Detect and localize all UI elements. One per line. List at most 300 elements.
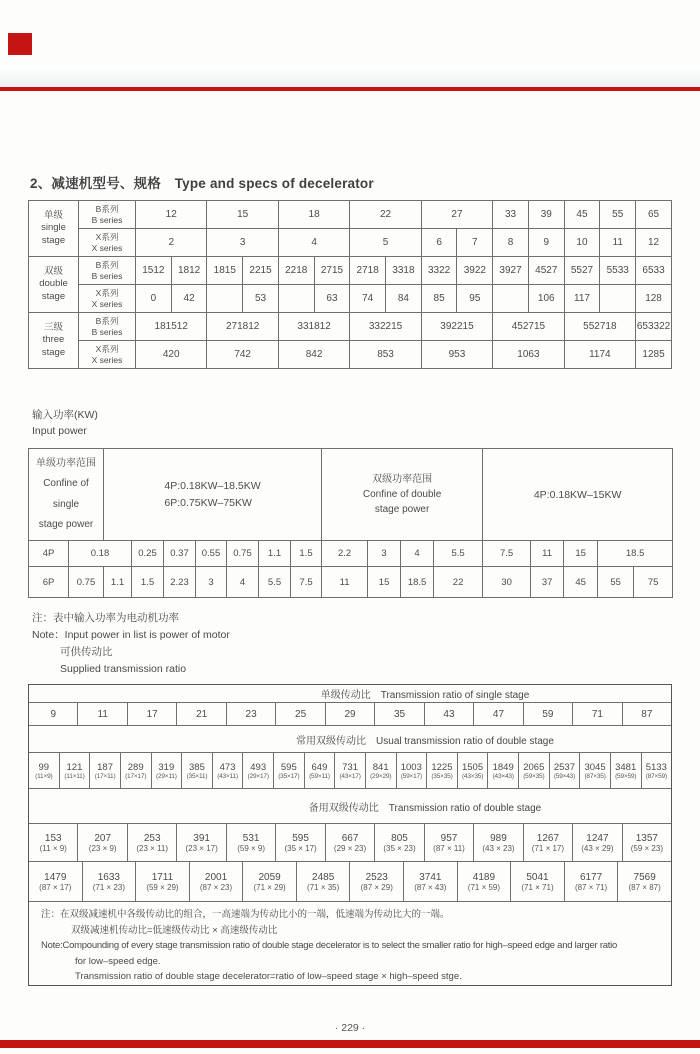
type-value-cell: 392215	[421, 313, 492, 341]
type-value-cell: 27	[421, 201, 492, 229]
power-value-cell: 2.2	[322, 541, 368, 567]
ratio-value: 17	[146, 708, 158, 720]
type-value-cell: 85	[421, 285, 457, 313]
ratio-value: 7569	[633, 871, 656, 883]
type-value-cell: 2718	[350, 257, 386, 285]
ratio-formula: (23 × 11)	[136, 843, 168, 853]
ratio-value: 3741	[419, 871, 442, 883]
red-footer-bar	[0, 1040, 700, 1048]
ratio-formula: (59 × 9)	[237, 843, 265, 853]
type-value-cell: 18	[278, 201, 349, 229]
ratio-value: 4189	[472, 871, 496, 883]
input-power-label-en: Input power	[32, 425, 87, 437]
type-value-cell: 1815	[207, 257, 243, 285]
ratio-formula: (43×11)	[217, 772, 238, 780]
type-value-cell: 3318	[386, 257, 422, 285]
ratio-cell	[474, 824, 523, 861]
ratio-value: 187	[97, 761, 113, 773]
spare-double-ratio-row2	[29, 862, 671, 902]
power-value-cell: 5.5	[434, 541, 483, 567]
power-value-cell: 0.25	[132, 541, 164, 567]
type-value-cell: 552718	[564, 313, 635, 341]
power-value-cell: 4	[401, 541, 434, 567]
type-value-cell: 0	[136, 285, 172, 313]
power-value-cell: 0.75	[69, 567, 104, 598]
type-value-cell: 74	[350, 285, 386, 313]
ratio-formula: (11 × 9)	[39, 843, 67, 853]
power-value-cell: 1.5	[291, 541, 322, 567]
ratio-formula: (87 × 11)	[433, 843, 465, 853]
ratio-cell	[519, 753, 550, 788]
stage-label-cell: 双级 double stage	[29, 257, 79, 313]
power-value-cell: 55	[598, 567, 634, 598]
ratio-formula: (43 × 29)	[581, 843, 614, 853]
ratio-formula: (71 × 59)	[467, 882, 501, 892]
stage-label-cell: 三级 three stage	[29, 313, 79, 369]
ratio-formula: (43×43)	[492, 772, 514, 780]
ratio-cell	[350, 862, 404, 901]
ratio-cell	[326, 703, 375, 725]
ratio-cell	[78, 703, 127, 725]
ratio-cell	[305, 753, 336, 788]
scan-shading	[0, 66, 700, 87]
ratio-formula: (87×35)	[584, 772, 606, 780]
ratio-cell	[550, 753, 581, 788]
ratio-formula: (35×11)	[186, 772, 208, 780]
ratio-value: 1225	[431, 761, 453, 773]
type-value-cell: 63	[314, 285, 350, 313]
power-value-cell: 45	[564, 567, 598, 598]
ratio-cell	[458, 862, 512, 901]
ratio-value: 9	[50, 708, 57, 720]
ratio-formula: (71 × 29)	[253, 882, 286, 892]
ratio-cell	[511, 862, 565, 901]
series-label-cell: X系列 X series	[79, 229, 136, 257]
type-value-cell: 5527	[564, 257, 600, 285]
ratio-formula: (11×9)	[35, 772, 53, 780]
page-number: · 229 ·	[334, 1022, 366, 1034]
ratio-formula: (87×59)	[645, 772, 667, 780]
power-header-cell: 单级功率范围 Confine of single stage power	[29, 449, 104, 541]
type-value-cell: 420	[136, 341, 207, 369]
footnote-line: 注：在双级减速机中各级传动比的组合，一高速端为传动比小的一端，低速端为传动比大的一端。	[41, 909, 450, 920]
ratio-cell	[213, 753, 244, 788]
ratio-formula: (87 × 71)	[574, 882, 608, 892]
ratio-value: 23	[245, 708, 257, 720]
ratio-formula: (35×17)	[278, 772, 300, 780]
single-stage-ratio-values	[29, 703, 671, 726]
type-value-cell: 653322	[636, 313, 672, 341]
ratio-cell	[128, 703, 177, 725]
power-value-cell: 11	[322, 567, 368, 598]
ratio-formula: (59×35)	[523, 772, 545, 780]
ratio-formula: (29×11)	[155, 772, 177, 780]
ratio-cell	[397, 753, 428, 788]
ratio-formula: (87 × 17)	[39, 882, 72, 892]
power-value-cell: 1.5	[132, 567, 164, 598]
ratio-cell	[404, 862, 458, 901]
ratio-footnote	[29, 902, 671, 985]
ratio-value: 1505	[461, 761, 484, 773]
spare-double-ratio-title: 备用双级传动比 Transmission ratio of double stage	[29, 789, 671, 824]
type-value-cell	[493, 285, 529, 313]
ratio-cell	[335, 753, 366, 788]
input-power-label-cn: 输入功率(KW)	[32, 409, 98, 421]
ratio-value: 531	[242, 832, 260, 844]
type-value-cell: 9	[528, 229, 564, 257]
ratio-value: 391	[193, 832, 210, 844]
type-value-cell: 39	[528, 201, 564, 229]
supplied-ratio-cn: 可供传动比	[60, 646, 113, 658]
power-value-cell: 37	[531, 567, 564, 598]
type-value-cell: 117	[564, 285, 600, 313]
ratio-value: 1633	[97, 871, 120, 883]
ratio-value: 1247	[586, 832, 609, 844]
type-value-cell: 2218	[278, 257, 314, 285]
ratio-cell	[182, 753, 213, 788]
ratio-formula: (43×17)	[339, 772, 361, 780]
ratio-cell	[136, 862, 190, 901]
type-value-cell: 84	[386, 285, 422, 313]
power-value-cell: 2.23	[164, 567, 196, 598]
ratio-cell	[623, 703, 671, 725]
ratio-cell	[375, 703, 424, 725]
ratio-cell	[276, 703, 325, 725]
ratio-value: 1003	[400, 761, 422, 773]
type-value-cell: 1174	[564, 341, 635, 369]
ratio-value: 731	[342, 761, 358, 773]
ratio-value: 2059	[258, 871, 281, 883]
ratio-formula: (35 × 23)	[383, 843, 416, 853]
ratio-cell	[488, 753, 519, 788]
ratio-formula: (43×35)	[461, 772, 484, 780]
ratio-value: 989	[490, 832, 507, 844]
type-value-cell: 2	[136, 229, 207, 257]
type-value-cell: 33	[493, 201, 529, 229]
ratio-value: 2523	[365, 871, 388, 883]
page-title: 2、减速机型号、规格 Type and specs of decelerator	[30, 176, 374, 191]
ratio-value: 1711	[151, 871, 174, 883]
ratio-value: 649	[311, 761, 328, 773]
type-value-cell: 4527	[528, 257, 564, 285]
type-value-cell: 6	[421, 229, 457, 257]
ratio-cell	[128, 824, 177, 861]
ratio-value: 99	[38, 761, 50, 773]
power-value-cell: 1.1	[104, 567, 132, 598]
ratio-cell	[29, 703, 78, 725]
ratio-cell	[427, 753, 458, 788]
ratio-cell	[425, 824, 474, 861]
type-value-cell: 5	[350, 229, 421, 257]
series-label-cell: B系列 B series	[79, 313, 136, 341]
type-value-cell: 22	[350, 201, 421, 229]
ratio-formula: (87 × 29)	[360, 882, 393, 892]
ratio-cell	[227, 824, 276, 861]
type-spec-table	[28, 200, 672, 369]
ratio-cell	[458, 753, 489, 788]
ratio-formula: (23 × 9)	[88, 843, 117, 853]
stage-label-cell: 单级 single stage	[29, 201, 79, 257]
ratio-formula: (71 × 17)	[531, 843, 565, 853]
ratio-cell	[227, 703, 276, 725]
ratio-cell	[29, 824, 78, 861]
ratio-cell	[425, 703, 474, 725]
power-value-cell: 18.5	[598, 541, 673, 567]
ratio-value: 2537	[553, 761, 575, 773]
power-value-cell: 3	[196, 567, 227, 598]
ratio-value: 3481	[615, 761, 637, 773]
single-stage-ratio-title: 单级传动比 Transmission ratio of single stage	[29, 685, 671, 703]
ratio-formula: (43 × 23)	[482, 843, 515, 853]
type-value-cell: 6533	[636, 257, 672, 285]
ratio-value: 1479	[44, 871, 67, 883]
type-value-cell: 332215	[350, 313, 421, 341]
pole-label-cell: 6P	[29, 567, 69, 598]
ratio-value: 21	[196, 708, 208, 720]
type-value-cell: 42	[171, 285, 207, 313]
ratio-cell	[573, 703, 622, 725]
type-value-cell: 65	[636, 201, 672, 229]
note-en: Note：Input power in list is power of motor	[32, 629, 230, 641]
type-value-cell: 3927	[493, 257, 529, 285]
ratio-formula: (29 × 23)	[333, 843, 367, 853]
type-value-cell: 128	[636, 285, 672, 313]
series-label-cell: B系列 B series	[79, 257, 136, 285]
ratio-cell	[297, 862, 351, 901]
ratio-cell	[642, 753, 672, 788]
ratio-cell	[29, 862, 83, 901]
ratio-cell	[580, 753, 611, 788]
ratio-value: 667	[341, 832, 359, 844]
ratio-value: 253	[143, 832, 161, 844]
ratio-formula: (23 × 17)	[185, 843, 218, 853]
type-value-cell: 2215	[243, 257, 279, 285]
ratio-cell	[78, 824, 127, 861]
ratio-formula: (59 × 23)	[630, 843, 663, 853]
ratio-cell	[611, 753, 642, 788]
type-value-cell: 4	[278, 229, 349, 257]
usual-double-ratio-values	[29, 753, 671, 789]
type-value-cell	[207, 285, 243, 313]
footnote-line: Transmission ratio of double stage decelerator=ratio of low–speed stage × high–speed stge.	[75, 971, 462, 982]
type-value-cell: 742	[207, 341, 278, 369]
power-value-cell: 18.5	[401, 567, 434, 598]
ratio-cell	[90, 753, 121, 788]
type-value-cell: 8	[493, 229, 529, 257]
type-value-cell: 45	[564, 201, 600, 229]
ratio-formula: (17×17)	[125, 772, 147, 780]
ratio-value: 805	[391, 832, 408, 844]
series-label-cell: X系列 X series	[79, 341, 136, 369]
ratio-value: 35	[393, 708, 406, 720]
type-value-cell: 55	[600, 201, 636, 229]
ratio-formula: (59×43)	[553, 772, 576, 780]
ratio-value: 1849	[492, 761, 514, 773]
type-value-cell	[600, 285, 636, 313]
type-value-cell: 2715	[314, 257, 350, 285]
type-value-cell: 7	[457, 229, 493, 257]
ratio-value: 5041	[526, 871, 549, 883]
ratio-cell	[573, 824, 622, 861]
power-header-cell: 4P:0.18KW–18.5KW 6P:0.75KW–75KW	[104, 449, 322, 541]
ratio-value: 841	[372, 761, 389, 773]
power-value-cell: 22	[434, 567, 483, 598]
type-value-cell: 853	[350, 341, 421, 369]
power-value-cell: 0.55	[196, 541, 227, 567]
ratio-value: 957	[440, 832, 458, 844]
type-value-cell: 1512	[136, 257, 172, 285]
ratio-value: 1267	[536, 832, 560, 844]
ratio-formula: (59 × 29)	[146, 882, 179, 892]
ratio-formula: (29×17)	[247, 772, 269, 780]
ratio-value: 2485	[312, 871, 335, 883]
ratio-value: 6177	[579, 871, 603, 883]
type-value-cell: 10	[564, 229, 600, 257]
ratio-cell	[276, 824, 325, 861]
power-value-cell: 1.1	[259, 541, 291, 567]
ratio-cell	[152, 753, 183, 788]
ratio-formula: (11×11)	[64, 772, 85, 780]
ratio-formula: (35×35)	[431, 772, 453, 780]
ratio-value: 595	[280, 761, 297, 773]
ratio-cell	[326, 824, 375, 861]
ratio-cell	[565, 862, 619, 901]
type-value-cell: 452715	[493, 313, 564, 341]
red-top-rule	[0, 87, 700, 91]
power-value-cell: 7.5	[291, 567, 322, 598]
ratio-formula: (71 × 71)	[521, 882, 554, 892]
input-power-label	[32, 407, 98, 439]
type-value-cell: 12	[136, 201, 207, 229]
ratio-value: 595	[292, 832, 309, 844]
ratio-value: 29	[344, 708, 356, 720]
power-value-cell: 7.5	[483, 541, 531, 567]
power-value-cell: 75	[634, 567, 673, 598]
ratio-value: 385	[189, 761, 205, 773]
ratio-value: 153	[44, 832, 62, 844]
ratio-value: 3045	[584, 761, 606, 773]
power-value-cell: 3	[368, 541, 401, 567]
type-value-cell: 15	[207, 201, 278, 229]
ratio-formula: (29×29)	[370, 772, 392, 780]
ratio-cell	[177, 703, 226, 725]
power-value-cell: 4	[227, 567, 259, 598]
power-value-cell: 15	[368, 567, 401, 598]
ratio-value: 319	[158, 761, 175, 773]
type-value-cell: 181512	[136, 313, 207, 341]
type-value-cell: 842	[278, 341, 349, 369]
pole-label-cell: 4P	[29, 541, 69, 567]
ratio-formula: (87 × 87)	[628, 882, 661, 892]
footnote-line: Note:Compounding of every stage transmission ratio of double stage decelerator is to select the smaller ratio for high–speed edge and larger ratio	[41, 940, 618, 951]
power-header-cell: 4P:0.18KW–15KW	[483, 449, 673, 541]
type-value-cell: 11	[600, 229, 636, 257]
type-value-cell: 5533	[600, 257, 636, 285]
type-value-cell: 271812	[207, 313, 278, 341]
ratio-value: 1357	[635, 832, 658, 844]
power-value-cell: 15	[564, 541, 598, 567]
power-table-notes	[32, 610, 230, 678]
ratio-value: 71	[591, 708, 603, 720]
ratio-cell	[375, 824, 424, 861]
ratio-value: 207	[94, 832, 112, 844]
ratio-formula: (35 × 17)	[284, 843, 317, 853]
ratio-value: 473	[219, 761, 236, 773]
ratio-formula: (87 × 23)	[199, 882, 233, 892]
ratio-cell	[177, 824, 226, 861]
type-value-cell: 3	[207, 229, 278, 257]
type-value-cell: 953	[421, 341, 492, 369]
ratio-formula: (17×11)	[94, 772, 116, 780]
ratio-value: 493	[250, 761, 267, 773]
supplied-ratio-en: Supplied transmission ratio	[60, 663, 187, 675]
type-value-cell	[278, 285, 314, 313]
ratio-formula: (87 × 43)	[414, 882, 447, 892]
footnote-line: 双级减速机传动比=低速级传动比 × 高速级传动比	[71, 924, 278, 936]
ratio-cell	[618, 862, 671, 901]
ratio-cell	[366, 753, 397, 788]
note-cn: 注：表中输入功率为电动机功率	[32, 612, 179, 624]
power-value-cell: 0.37	[164, 541, 196, 567]
spare-double-ratio-row1	[29, 824, 671, 862]
ratio-value: 2065	[523, 761, 545, 773]
type-value-cell: 95	[457, 285, 493, 313]
power-value-cell: 30	[483, 567, 531, 598]
usual-double-ratio-title: 常用双级传动比 Usual transmission ratio of double stage	[29, 726, 671, 753]
ratio-cell	[474, 703, 523, 725]
type-value-cell: 1063	[493, 341, 564, 369]
ratio-value: 289	[127, 761, 144, 773]
ratio-cell	[243, 753, 274, 788]
ratio-cell	[524, 824, 573, 861]
ratio-value: 87	[641, 708, 653, 720]
ratio-cell	[60, 753, 91, 788]
power-value-cell: 0.18	[69, 541, 132, 567]
ratio-value: 121	[66, 761, 83, 773]
type-value-cell: 3322	[421, 257, 457, 285]
power-value-cell: 5.5	[259, 567, 291, 598]
ratio-cell	[274, 753, 305, 788]
footnote-line: for low–speed edge.	[75, 955, 161, 967]
ratio-cell	[190, 862, 244, 901]
type-value-cell: 12	[636, 229, 672, 257]
input-power-table	[28, 448, 673, 598]
ratio-value: 43	[443, 708, 455, 720]
ratio-cell	[121, 753, 152, 788]
ratio-cell	[83, 862, 137, 901]
ratio-cell	[524, 703, 573, 725]
transmission-ratio-table	[28, 684, 672, 986]
type-value-cell: 331812	[278, 313, 349, 341]
ratio-value: 11	[97, 708, 108, 720]
type-value-cell: 1812	[171, 257, 207, 285]
series-label-cell: B系列 B series	[79, 201, 136, 229]
power-value-cell: 0.75	[227, 541, 259, 567]
type-value-cell: 53	[243, 285, 279, 313]
ratio-formula: (71 × 23)	[92, 882, 125, 892]
ratio-cell	[243, 862, 297, 901]
ratio-formula: (59×17)	[400, 772, 422, 780]
power-value-cell: 11	[531, 541, 564, 567]
ratio-cell	[623, 824, 671, 861]
ratio-formula: (59×59)	[615, 772, 637, 780]
series-label-cell: X系列 X series	[79, 285, 136, 313]
red-corner-mark	[8, 33, 32, 55]
ratio-value: 2001	[204, 871, 228, 883]
ratio-value: 5133	[645, 761, 667, 773]
type-value-cell: 3922	[457, 257, 493, 285]
type-value-cell: 106	[528, 285, 564, 313]
